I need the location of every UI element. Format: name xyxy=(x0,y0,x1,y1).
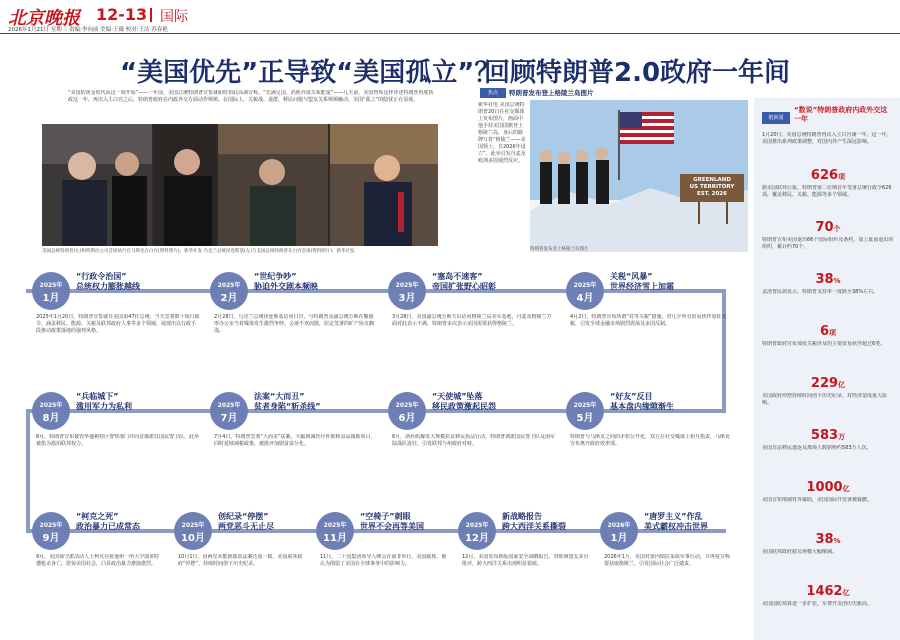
month-badge xyxy=(388,392,426,430)
badge-year: 2025年 xyxy=(39,402,63,409)
badge-month: 1月 xyxy=(610,533,628,544)
badge-year: 2025年 xyxy=(465,522,489,529)
stat-number xyxy=(762,584,894,599)
stat-description: 美国宣布削减对外援助，美国国际开发署被裁撤。 xyxy=(762,497,873,503)
page-number: 12-13 xyxy=(96,5,148,24)
event-title: “塞岛不速客” 帝国扩张野心昭彰 xyxy=(432,272,496,291)
section-name: 国际 xyxy=(160,9,188,25)
stat-description: 盖洛普民调显示，特朗普支持率一度跌至38%左右。 xyxy=(762,289,879,295)
newspaper-logo: 北京晚报 xyxy=(8,8,80,29)
month-badge xyxy=(32,512,70,550)
stat-value: 626 xyxy=(810,168,839,183)
stat-value: 1462 xyxy=(806,584,843,599)
badge-month: 8月 xyxy=(42,413,60,424)
event-text: 7月4日，特朗普签署“大而美”法案，大幅削减医疗补助和食品援助项目，同时延续减税政策，被批评加剧贫富分化。 xyxy=(214,434,376,447)
stat-description: 美国非法移民遣返及离境人数据称约583万人次。 xyxy=(762,445,872,451)
event-title: “柯克之死” 政治暴力已成常态 xyxy=(76,512,140,531)
event-text: 4月2日，特朗普宣布所谓“对等关税”措施，对几乎所有贸易伙伴加征关税，引发全球金融市场剧烈震荡及多国反制。 xyxy=(570,314,727,327)
stat-number xyxy=(762,428,894,443)
event-title: “唐罗主义”作乱 美式霸权冲击世界 xyxy=(644,512,708,531)
left-headline: “美国优先”正导致“美国孤立”？ xyxy=(120,58,501,88)
stat-value: 229 xyxy=(810,376,839,391)
stat-number xyxy=(762,324,894,339)
stat-value: 6 xyxy=(819,324,830,339)
month-badge xyxy=(458,512,496,550)
stat-number xyxy=(762,168,894,183)
right-headline: 回顾特朗普2.0政府一年间 xyxy=(484,58,791,88)
sign-line-1: GREENLAND xyxy=(693,177,731,183)
badge-year: 2025年 xyxy=(39,282,63,289)
month-badge xyxy=(388,272,426,310)
stat-unit: 亿 xyxy=(842,589,850,597)
event-text: 3月28日，美国副总统万斯夫妇访问格陵兰岛美军基地，丹麦及格陵兰方面对此表示不满，特朗普多次表示美国需要获得格陵兰。 xyxy=(392,314,552,327)
month-badge xyxy=(174,512,212,550)
event-text: 12月，美国发布新版国家安全战略报告，对欧洲盟友多有批评，跨大西洋关系出现明显裂痕。 xyxy=(462,554,589,567)
right-subhead: 特朗普发布登上格陵兰岛图片 xyxy=(509,89,594,97)
month-badge xyxy=(566,392,604,430)
stat-description: 特朗普宣布美国退出66个国际组织及条约，加上此前退出的组织，累计约70个。 xyxy=(762,237,894,250)
event-text: 2026年1月，美国对委内瑞拉采取军事行动，并再度宣称要获取格陵兰，引发国际社会广泛谴责。 xyxy=(604,554,730,567)
badge-year: 2025年 xyxy=(573,282,597,289)
stat-number xyxy=(762,220,894,235)
badge-year: 2025年 xyxy=(217,282,241,289)
section-divider xyxy=(150,8,152,22)
sign-line-3: EST. 2026 xyxy=(697,191,727,197)
event-text: 6月，洛杉矶爆发大规模抗议移民执法行动，特朗普调派国民警卫队及海军陆战队进驻，引发联邦与州政府对峙。 xyxy=(392,434,556,447)
badge-month: 12月 xyxy=(465,533,489,544)
month-badge xyxy=(566,272,604,310)
badge-year: 2025年 xyxy=(573,402,597,409)
stat-value: 38 xyxy=(815,272,834,287)
event-title: 创纪录“停摆” 两党恶斗无止尽 xyxy=(218,512,274,531)
photo-collage-illustration xyxy=(42,124,438,246)
month-badge xyxy=(32,272,70,310)
stat-number xyxy=(762,480,894,495)
badge-month: 3月 xyxy=(398,293,416,304)
left-photo-caption: 美国总统特朗普(左)和特斯拉公司首席执行官马斯克在白宫(资料照片)。新华社发 乌克兰总统泽连斯基(左)与美国总统特朗普在白宫会谈(资料照片)。新华社发 xyxy=(42,249,355,254)
event-title: “好友”反目 基本盘内缘隙渐生 xyxy=(610,392,674,411)
stat-unit: % xyxy=(833,277,841,285)
badge-month: 10月 xyxy=(181,533,205,544)
month-badge xyxy=(210,392,248,430)
event-text: 2月28日，乌克兰总统泽连斯基访问白宫，与特朗普及副总统万斯在椭圆形办公室当着媒体发生激烈争吵，会谈不欢而散，原定签署的矿产协议搁浅。 xyxy=(214,314,375,334)
event-text: 10月1日，因两党未能就拨款法案达成一致，美国联邦政府“停摆”，持续时间创下历史纪录。 xyxy=(178,554,303,567)
badge-month: 1月 xyxy=(42,293,60,304)
event-title: 关税“风暴” 世界经济雪上加霜 xyxy=(610,272,674,291)
badge-year: 2026年 xyxy=(607,522,631,529)
badge-month: 5月 xyxy=(576,413,594,424)
stat-value: 1000 xyxy=(806,480,843,495)
focus-badge: 焦点 xyxy=(480,88,506,98)
event-text: 2025年1月20日，特朗普宣誓就任美国第47任总统，当天签署数十项行政令，涵盖移民、能源、关税及联邦政府人事等多个领域，展现出以行政手段推动政策落地的强势风格。 xyxy=(36,314,200,334)
stat-unit: 项 xyxy=(829,329,837,337)
timeline xyxy=(6,262,746,632)
timeline-connector-left xyxy=(26,409,30,533)
badge-month: 11月 xyxy=(323,533,347,544)
badge-year: 2025年 xyxy=(395,402,419,409)
stat-number xyxy=(762,272,894,287)
badge-year: 2025年 xyxy=(323,522,347,529)
stat-unit: % xyxy=(833,537,841,545)
sidebar-badge: 链新闻 xyxy=(762,112,790,124)
left-lead-text: “美国的黄金时代从这一刻开始”——一年前，美国总统特朗普宣誓就职时如此高调宣称。“先满足国、消耗外部关系能量”——几天前，美国智库这样评述特朗普再度执政这一年。再次入主白宫之后，特朗普政府在内政外交方面动作频频。在国际上，关税战、退群、移民问题与盟友关系频频触动，美国“孤立”的隐忧正在显现。 xyxy=(68,90,434,103)
badge-month: 2月 xyxy=(220,293,238,304)
badge-month: 6月 xyxy=(398,413,416,424)
masthead xyxy=(0,0,900,33)
month-badge xyxy=(316,512,354,550)
dateline: 2026年1月21日 星期三 责编:李向前 美编:王薇 校对:王洁 苏春艳 xyxy=(8,27,168,33)
badge-year: 2025年 xyxy=(181,522,205,529)
sign-line-2: US TERRITORY xyxy=(689,184,735,190)
event-text: 9月，美国保守派活动人士柯克在犹他州一所大学演讲时遭枪杀身亡，震惊美国社会，凸显政治暴力愈演愈烈。 xyxy=(36,554,160,567)
stat-number xyxy=(762,376,894,391)
top-rule xyxy=(0,33,900,34)
badge-month: 9月 xyxy=(42,533,60,544)
greenland-photo xyxy=(530,100,748,252)
stat-value: 38 xyxy=(815,532,834,547)
event-title: “行政令治国” 总统权力膨胀越线 xyxy=(76,272,140,291)
left-photo-collage xyxy=(42,124,438,246)
badge-year: 2025年 xyxy=(395,282,419,289)
stat-value: 583 xyxy=(810,428,839,443)
month-badge xyxy=(600,512,638,550)
sidebar-title: “数说”特朗普政府内政外交这一年 xyxy=(794,106,888,123)
stat-number xyxy=(762,532,894,547)
event-text: 特朗普与马斯克之间的矛盾公开化，双方在社交媒体上相互指责，马斯克宣布离开政府效率部。 xyxy=(570,434,731,447)
event-title: “兵临城下” 滥用军力为私利 xyxy=(76,392,132,411)
stat-description: 美国联邦政府雇员规模大幅缩减。 xyxy=(762,549,838,555)
event-title: 法案“大而丑” 贫者身陷“斩杀线” xyxy=(254,392,321,411)
event-title: 新战略报告 跨大西洋关系撕裂 xyxy=(502,512,566,531)
stat-description: 特朗普政府宣布加征关税涉及的主要贸易伙伴超过6类。 xyxy=(762,341,886,347)
event-title: “世纪争吵” 胁迫外交剧本频映 xyxy=(254,272,318,291)
stat-value: 70 xyxy=(815,220,834,235)
event-text: 11月，二十国集团领导人峰会在南非举行，美国缺席，被认为削弱了美国在全球事务中的影响力。 xyxy=(320,554,447,567)
stat-description: 美国国防预算进一步扩张，军费开支创历史新高。 xyxy=(762,601,873,607)
event-title: “空椅子”刺眼 世界不会再等美国 xyxy=(360,512,424,531)
badge-year: 2025年 xyxy=(217,402,241,409)
sidebar-intro: 1月20日，美国总统特朗普再次入主白宫满一年。这一年，美国推出系列政策调整，对国内外产生深远影响。 xyxy=(762,132,892,145)
stat-unit: 亿 xyxy=(842,485,850,493)
event-title: “天使城”坠落 移民政策激起民怨 xyxy=(432,392,496,411)
right-column-text: 新华社电 美国总统特朗普20日在社交媒体上发布图片，画面中他手持美国国旗登上格陵兰岛，身后的路牌写着“格陵兰——美国领土，自2026年设立”。此举引发丹麦及欧洲多国强烈反应。 xyxy=(478,102,526,164)
event-text: 8月，特朗普宣布接管华盛顿特区警察部门并向首都派驻国民警卫队，此举被指为滥用联邦权力。 xyxy=(36,434,200,447)
stat-description: 美国政府停摆持续时间创下历史纪录，对经济造成重大影响。 xyxy=(762,393,888,406)
stat-unit: 万 xyxy=(838,433,846,441)
month-badge xyxy=(210,272,248,310)
month-badge xyxy=(32,392,70,430)
badge-month: 4月 xyxy=(576,293,594,304)
stat-description: 据美国联邦公报，特朗普第二任期首年签署总统行政令626项，覆盖移民、关税、能源等多个领域。 xyxy=(762,185,892,198)
greenland-illustration xyxy=(530,100,748,252)
badge-month: 7月 xyxy=(220,413,238,424)
stat-unit: 个 xyxy=(833,225,841,233)
badge-year: 2025年 xyxy=(39,522,63,529)
right-photo-caption: 特朗普发布登上格陵兰岛图片 xyxy=(530,247,589,252)
stat-unit: 项 xyxy=(838,173,846,181)
stat-unit: 亿 xyxy=(838,381,846,389)
greenland-sign xyxy=(682,177,742,198)
